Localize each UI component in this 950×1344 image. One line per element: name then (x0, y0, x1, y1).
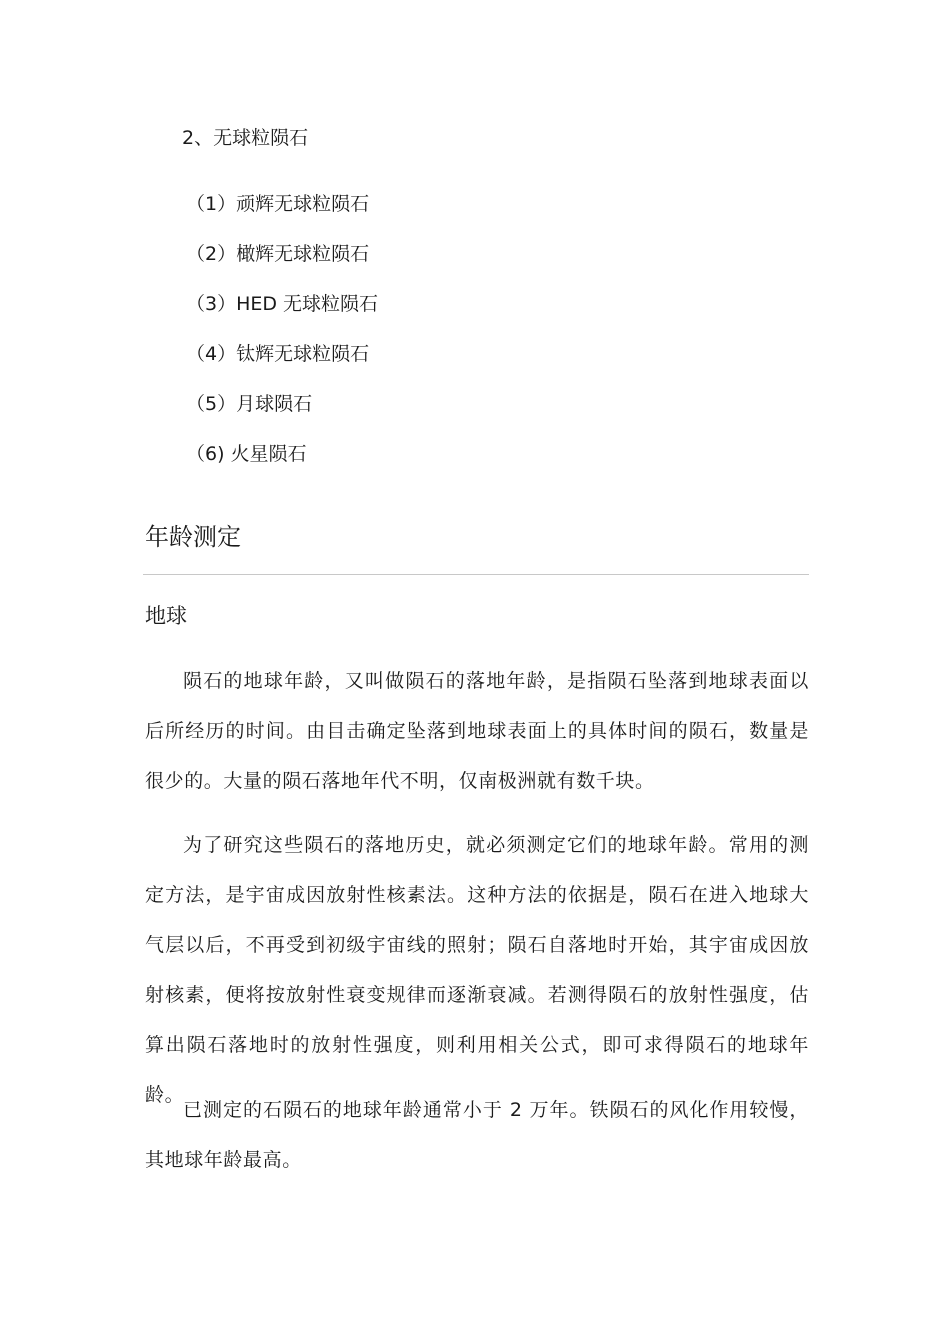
list-item: （3）HED 无球粒陨石 (186, 293, 379, 315)
list-item: （4）钛辉无球粒陨石 (186, 343, 370, 365)
article-title: 年龄测定 (145, 523, 241, 551)
divider (143, 574, 809, 575)
paragraph: 已测定的石陨石的地球年龄通常小于 2 万年。铁陨石的风化作用较慢，其地球年龄最高。 (145, 1099, 809, 1171)
list-item: （1）顽辉无球粒陨石 (186, 193, 370, 215)
article-subtitle: 地球 (145, 604, 187, 628)
section-heading: 2、无球粒陨石 (182, 127, 309, 149)
list-item: （6) 火星陨石 (186, 443, 307, 465)
achondrite-list (186, 190, 378, 490)
paragraph: 为了研究这些陨石的落地历史，就必须测定它们的地球年龄。常用的测定方法，是宇宙成因放射性核素法。这种方法的依据是，陨石在进入地球大气层以后，不再受到初级宇宙线的照射；陨石自落地时开始，其宇宙成因放射核素，便将按放射性衰变规律而逐渐衰减。若测得陨石的放射性强度，估算出陨石落地时的放射性强度，则利用相关公式，即可求得陨石的地球年龄。 (145, 834, 809, 1106)
list-item: （5）月球陨石 (186, 393, 313, 415)
list-item: （2）橄辉无球粒陨石 (186, 243, 370, 265)
paragraph: 陨石的地球年龄，又叫做陨石的落地年龄，是指陨石坠落到地球表面以后所经历的时间。由目击确定坠落到地球表面上的具体时间的陨石，数量是很少的。大量的陨石落地年代不明，仅南极洲就有数千块。 (145, 670, 809, 792)
